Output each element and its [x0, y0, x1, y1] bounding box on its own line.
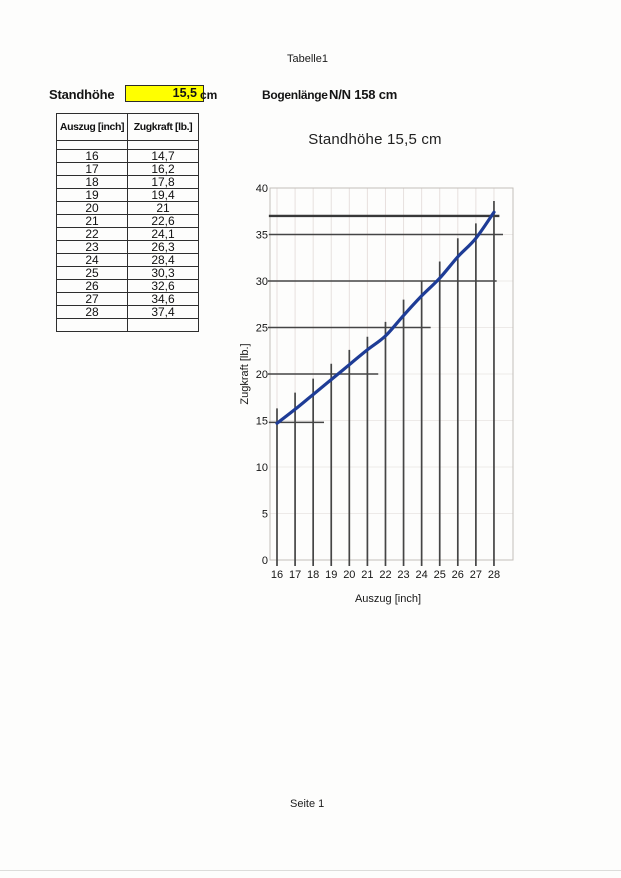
table-cell: 16,2	[128, 163, 199, 176]
y-tick-label: 0	[261, 555, 268, 567]
x-tick-label: 27	[469, 569, 483, 581]
table-cell: 21	[57, 215, 128, 228]
y-tick-label: 25	[255, 322, 268, 335]
table-cell: 21	[128, 202, 199, 215]
table-cell: 20	[57, 202, 128, 215]
y-axis-title: Zugkraft [lb.]	[239, 343, 251, 405]
y-tick-label: 30	[255, 276, 268, 288]
column-header-auszug: Auszug [inch]	[57, 114, 128, 141]
x-tick-label: 28	[487, 569, 501, 581]
table-cell: 28,4	[128, 254, 199, 267]
x-axis-title: Auszug [inch]	[354, 593, 422, 605]
standhoehe-label: Standhöhe	[49, 87, 115, 102]
y-tick-label: 10	[255, 462, 268, 474]
table-cell: 17,8	[128, 176, 199, 189]
table-cell: 30,3	[128, 267, 199, 280]
bogenlaenge-label: Bogenlänge	[262, 88, 328, 102]
chart-title: Standhöhe 15,5 cm	[308, 131, 442, 148]
x-tick-label: 24	[415, 569, 428, 581]
table-cell: 37,4	[128, 306, 199, 319]
y-tick-label: 5	[261, 508, 268, 521]
x-tick-label: 25	[433, 569, 446, 581]
table-cell: 23	[57, 241, 128, 254]
standhoehe-value-cell: 15,5	[125, 85, 204, 102]
table-cell: 18	[57, 176, 128, 189]
y-tick-label: 15	[255, 415, 268, 428]
table-cell: 28	[57, 306, 128, 319]
table-cell: 34,6	[128, 293, 199, 306]
table-cell: 25	[57, 267, 128, 280]
x-tick-label: 18	[307, 569, 320, 581]
table-cell: 14,7	[128, 150, 199, 163]
x-tick-label: 16	[270, 569, 284, 581]
table-cell: 26,3	[128, 241, 199, 254]
x-tick-label: 26	[451, 569, 464, 581]
table-cell: 22,6	[128, 215, 199, 228]
sheet-name-label: Tabelle1	[287, 53, 328, 65]
page-footer: Seite 1	[290, 798, 325, 810]
table-cell: 17	[57, 163, 128, 176]
x-tick-label: 17	[288, 569, 302, 581]
y-tick-label: 40	[255, 183, 268, 195]
x-tick-label: 21	[361, 569, 374, 581]
table-cell: 26	[57, 280, 128, 293]
table-cell: 32,6	[128, 280, 199, 293]
table-cell: 24	[57, 254, 128, 267]
x-tick-label: 22	[379, 569, 392, 581]
x-tick-label: 20	[343, 569, 356, 581]
x-tick-label: 19	[325, 569, 338, 581]
table-cell: 27	[57, 293, 128, 306]
bogenlaenge-value: N/N 158 cm	[329, 87, 398, 102]
y-tick-label: 20	[255, 369, 268, 381]
standhoehe-unit: cm	[200, 88, 218, 102]
table-cell: 19,4	[128, 189, 199, 202]
table-cell: 22	[57, 228, 128, 241]
scan-edge-line	[0, 870, 621, 871]
column-header-zugkraft: Zugkraft [lb.]	[128, 114, 199, 141]
x-tick-label: 23	[397, 569, 410, 581]
table-cell: 16	[57, 150, 128, 163]
table-cell: 24,1	[128, 228, 199, 241]
table-cell: 19	[57, 189, 128, 202]
y-tick-label: 35	[255, 229, 268, 242]
